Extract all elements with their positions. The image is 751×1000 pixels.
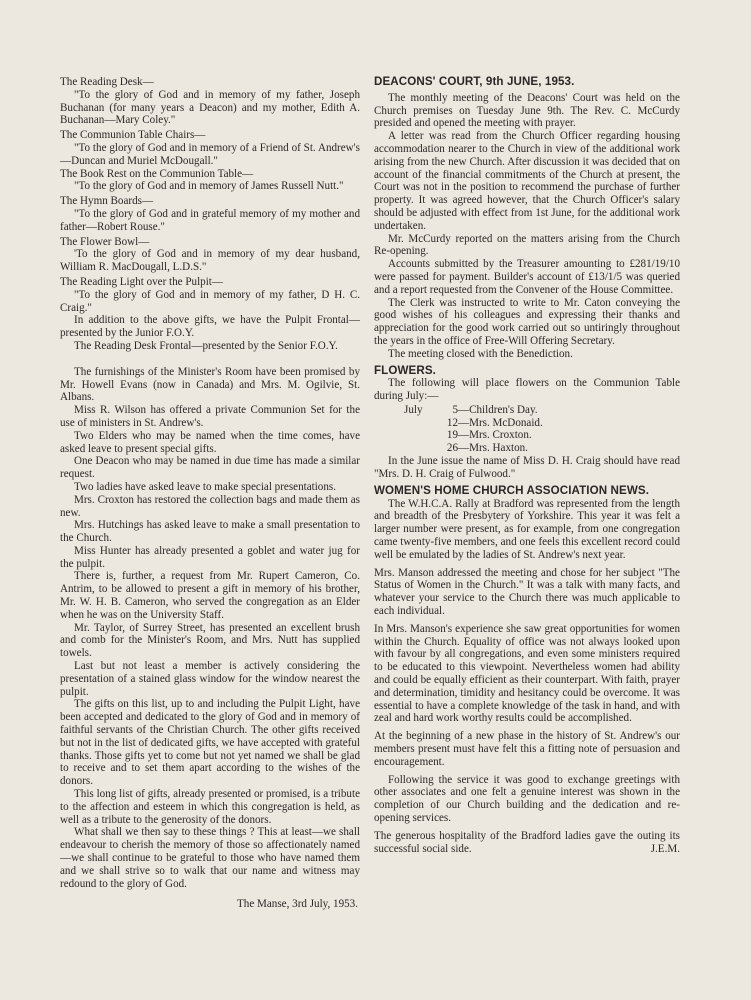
flower-rota-table bbox=[404, 404, 543, 454]
flower-day: 19 bbox=[446, 429, 458, 442]
gift-dedication: "To the glory of God and in memory of my father, D H. C. Craig." bbox=[60, 288, 360, 314]
deacons-court-heading: DEACONS' COURT, 9th JUNE, 1953. bbox=[374, 75, 575, 88]
body-paragraph bbox=[374, 830, 680, 856]
flower-name: —Children's Day. bbox=[458, 403, 538, 416]
body-paragraph: Mrs. Croxton has restored the collection bags and made them as new. bbox=[60, 493, 360, 519]
body-paragraph: The Clerk was instructed to write to Mr. Caton conveying the good wishes of his colleagues and expressing their thanks and appreciation for the good work carried out so untiringly throughout the years in the office of Free-Will Offering Secretary. bbox=[374, 296, 680, 347]
body-paragraph: Mrs. Manson addressed the meeting and chose for her subject "The Status of Women in the Church." It was a talk with many facts, and whatever your service to the Church there was much applicable to each individual. bbox=[374, 566, 680, 618]
body-paragraph: At the beginning of a new phase in the history of St. Andrew's our members present must have felt this a fitting note of persuasion and encouragement. bbox=[374, 730, 680, 768]
flowers-correction: In the June issue the name of Miss D. H. Craig should have read "Mrs. D. H. Craig of Fulwood." bbox=[374, 455, 680, 481]
flower-day: 12 bbox=[446, 416, 458, 429]
right-column bbox=[374, 76, 680, 855]
table-row bbox=[404, 429, 543, 442]
flowers-heading: FLOWERS. bbox=[374, 363, 436, 377]
body-paragraph: This long list of gifts, already presented or promised, is a tribute to the affection and esteem in which this congregation is held, as well as a tribute to the generosity of the donors. bbox=[60, 788, 360, 826]
gift-title: The Communion Table Chairs— bbox=[60, 129, 206, 142]
left-column bbox=[60, 76, 360, 911]
gift-title: The Reading Light over the Pulpit— bbox=[60, 275, 223, 288]
body-paragraph: Miss R. Wilson has offered a private Communion Set for the use of ministers in St. Andrew's. bbox=[60, 404, 360, 429]
signature: The Manse, 3rd July, 1953. bbox=[237, 898, 358, 911]
flower-name: —Mrs. McDonaid. bbox=[458, 416, 543, 429]
gift-title: The Book Rest on the Communion Table— bbox=[60, 167, 254, 180]
body-paragraph: Mr. McCurdy reported on the matters arising from the Church Re-opening. bbox=[374, 232, 680, 258]
flower-month: July bbox=[404, 403, 423, 416]
table-row bbox=[404, 417, 543, 430]
body-paragraph: Miss Hunter has already presented a goblet and water jug for the pulpit. bbox=[60, 544, 360, 570]
body-paragraph: Following the service it was good to exchange greetings with other associates and one felt a genuine interest was shown in the completion of our Church building and the dedication and re-opening services. bbox=[374, 773, 680, 825]
gift-dedication: "To the glory of God and in memory of James Russell Nutt." bbox=[74, 180, 344, 193]
table-row bbox=[404, 442, 543, 455]
body-paragraph: There is, further, a request from Mr. Rupert Cameron, Co. Antrim, to be allowed to present a gift in memory of his brother, Mr. W. H. B. Cameron, who served the congregation as an Elder when he was on the University Staff. bbox=[60, 570, 360, 621]
gift-dedication: 'To the glory of God and in memory of my dear husband, William R. MacDougall, L.D.S." bbox=[60, 248, 360, 274]
body-paragraph: In Mrs. Manson's experience she saw great opportunities for women within the Church. Equality of office was not always looked upon with favour by all congregations, and even some ministers required to be educated to this viewpoint. Nevertheless women had ability and could be equally efficient as their counterpart. With faith, prayer and determination, timidity and hesitancy could be overcome. It was essential to have a complete knowledge of the task in hand, and with zeal and hard work worthy results could be accomplished. bbox=[374, 622, 680, 725]
body-paragraph: Mr. Taylor, of Surrey Street, has presented an excellent brush and comb for the Minister's Room, and Mrs. Nutt has supplied towels. bbox=[60, 621, 360, 660]
body-paragraph: Two ladies have asked leave to make special presentations. bbox=[74, 480, 336, 493]
gift-dedication: "To the glory of God and in memory of a Friend of St. Andrew's—Duncan and Muriel McDougall." bbox=[60, 141, 360, 167]
body-paragraph: Mrs. Hutchings has asked leave to make a small presentation to the Church. bbox=[60, 519, 360, 545]
gift-title: The Hymn Boards— bbox=[60, 195, 154, 208]
body-paragraph: In addition to the above gifts, we have the Pulpit Frontal—presented by the Junior F.O.Y. bbox=[60, 314, 360, 340]
body-paragraph: One Deacon who may be named in due time has made a similar request. bbox=[60, 455, 360, 481]
flower-name: —Mrs. Haxton. bbox=[458, 441, 528, 454]
closing-text: The generous hospitality of the Bradford ladies gave the outing its successful social side. bbox=[374, 829, 680, 855]
body-paragraph: The W.H.C.A. Rally at Bradford was represented from the length and breadth of the Presbytery of Yorkshire. This year it was felt a larger number were present, as for example, from one congregation came twenty-five members, and one feels this excellent record could well be emulated by the ladies of St. Andrew's next year. bbox=[374, 497, 680, 561]
body-paragraph: The gifts on this list, up to and including the Pulpit Light, have been accepted and dedicated to the glory of God and in memory of faithful servants of the Christian Church. The other gifts received but not in the list of dedicated gifts, we have accepted with grateful thanks. Those gifts yet to come but not yet named we shall be glad to receive and to set them apart according to the wishes of the donors. bbox=[60, 698, 360, 788]
body-paragraph: The Reading Desk Frontal—presented by the Senior F.O.Y. bbox=[74, 339, 338, 352]
body-paragraph: Last but not least a member is actively considering the presentation of a stained glass window for the window nearest the pulpit. bbox=[60, 660, 360, 698]
table-row bbox=[404, 404, 543, 417]
author-initials: J.E.M. bbox=[650, 842, 680, 855]
flower-day: 5 bbox=[452, 403, 458, 416]
body-paragraph: The furnishings of the Minister's Room have been promised by Mr. Howell Evans (now in Canada) and Mrs. M. Ogilvie, St. Albans. bbox=[60, 365, 360, 404]
flower-day: 26 bbox=[446, 441, 458, 454]
body-paragraph: The meeting closed with the Benediction. bbox=[388, 347, 573, 360]
gift-dedication: "To the glory of God and in grateful memory of my mother and father—Robert Rouse." bbox=[60, 207, 360, 233]
body-paragraph: A letter was read from the Church Officer regarding housing accommodation nearer to the Church in view of the additional work arising from the new Church. After discussion it was decided that on account of the financial commitments of the Church at present, the Court was not in the position to recommend the purchase of further property. It was agreed however, that the Church Officer's salary should be adjusted with effect from 1st June, for the additional work undertaken. bbox=[374, 130, 680, 232]
body-paragraph: The monthly meeting of the Deacons' Court was held on the Church premises on Tuesday June 9th. The Rev. C. McCurdy presided and opened the meeting with prayer. bbox=[374, 91, 680, 130]
body-paragraph: Accounts submitted by the Treasurer amounting to £281/19/10 were passed for payment. Builder's account of £13/1/5 was queried and a report requested from the Convener of the House Committee. bbox=[374, 258, 680, 296]
flower-name: —Mrs. Croxton. bbox=[458, 429, 532, 442]
gift-title: The Reading Desk— bbox=[60, 76, 154, 88]
body-paragraph: Two Elders who may be named when the time comes, have asked leave to present special gifts. bbox=[60, 429, 360, 455]
flowers-intro: The following will place flowers on the Communion Table during July:— bbox=[374, 377, 680, 403]
whca-heading: WOMEN'S HOME CHURCH ASSOCIATION NEWS. bbox=[374, 483, 650, 497]
gift-title: The Flower Bowl— bbox=[60, 235, 150, 248]
body-paragraph: What shall we then say to these things ? This at least—we shall endeavour to cherish the memory of those so affectionately named—we shall continue to be grateful to those who have named them and we shall strive so to walk that our name and witness may redound to the glory of God. bbox=[60, 826, 360, 890]
gift-dedication: "To the glory of God and in memory of my father, Joseph Buchanan (for many years a Deacon) and my mother, Edith A. Buchanan—Mary Coley." bbox=[60, 88, 360, 127]
